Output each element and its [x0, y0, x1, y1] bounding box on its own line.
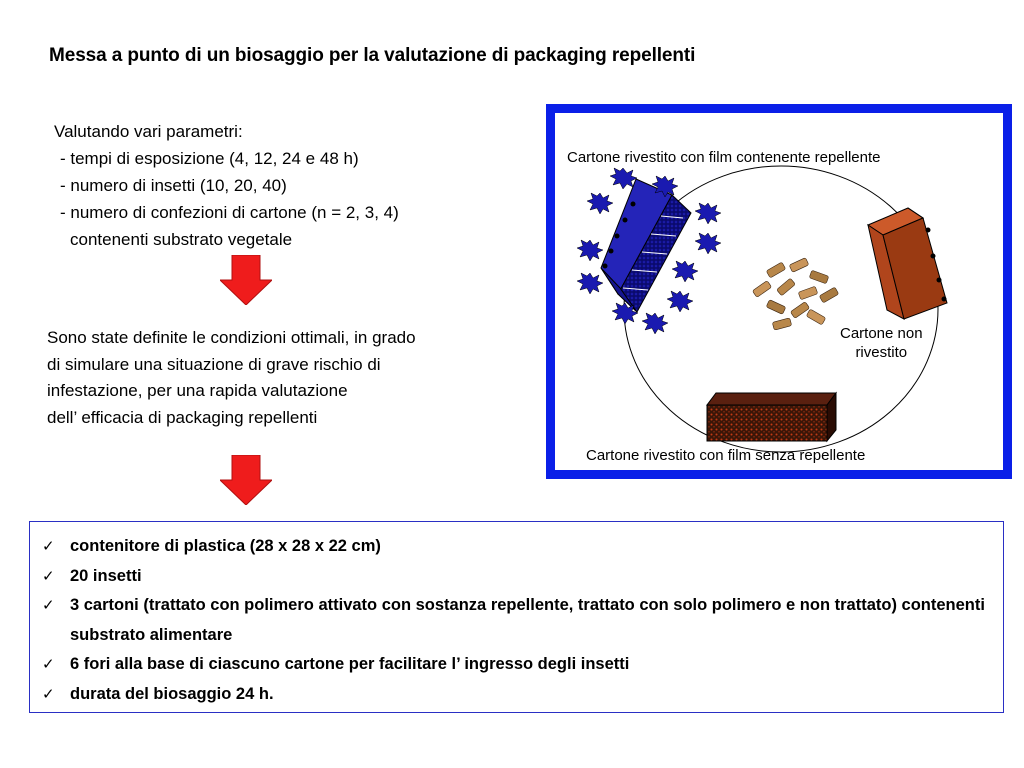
coated-film-only-box — [707, 393, 836, 441]
requirement-text: contenitore di plastica (28 x 28 x 22 cm) — [70, 537, 381, 555]
film-only-box-label: Cartone rivestito con film senza repellente — [586, 447, 866, 464]
uncoated-box-label-line: Cartone non — [840, 325, 923, 342]
requirement-item — [42, 532, 991, 562]
requirement-text: 6 fori alla base di ciascuno cartone per facilitare l’ ingresso degli insetti — [70, 655, 630, 673]
uncoated-box — [868, 208, 947, 319]
requirements-box — [29, 521, 1004, 713]
requirement-item — [42, 562, 991, 592]
repellent-box-label: Cartone rivestito con film contenente repellente — [567, 149, 881, 166]
uncoated-box-label — [840, 324, 923, 362]
insect-larvae-cluster — [752, 258, 838, 331]
conclusion-text — [47, 325, 522, 431]
parameter-item: - tempi di esposizione (4, 12, 24 e 48 h) — [60, 149, 359, 168]
parameter-item-continuation: contenenti substrato vegetale — [70, 230, 293, 249]
checkmark-icon: ✓ — [42, 596, 55, 614]
slide-title: Messa a punto di un biosaggio per la valutazione di packaging repellenti — [49, 45, 696, 66]
requirement-item — [42, 680, 991, 710]
checkmark-icon: ✓ — [42, 655, 55, 673]
checkmark-icon: ✓ — [42, 684, 55, 703]
requirement-text: 20 insetti — [70, 566, 142, 585]
requirements-list — [42, 532, 991, 709]
parameter-item: - numero di confezioni di cartone (n = 2, 3, 4) — [60, 203, 399, 222]
uncoated-box-label-line: rivestito — [855, 344, 908, 361]
requirement-item — [42, 650, 991, 680]
conclusion-line: di simulare una situazione di grave rischio di — [47, 354, 381, 374]
conclusion-line: infestazione, per una rapida valutazione — [47, 381, 348, 400]
bioassay-diagram — [546, 104, 1012, 479]
conclusion-line: dell’ efficacia di packaging repellenti — [47, 407, 318, 427]
conclusion-line: Sono state definite le condizioni ottimali, in grado — [47, 328, 416, 347]
checkmark-icon: ✓ — [42, 566, 55, 585]
coated-repellent-box — [601, 179, 691, 312]
requirement-item — [42, 591, 991, 650]
parameters-block — [54, 118, 399, 253]
down-arrow-icon — [220, 255, 272, 305]
parameters-intro: Valutando vari parametri: — [54, 122, 243, 141]
requirement-text: 3 cartoni (trattato con polimero attivato con sostanza repellente, trattato con solo polimero e non trattato) contenenti substrato alimentare — [70, 596, 985, 644]
down-arrow-icon — [220, 455, 272, 505]
parameter-item: - numero di insetti (10, 20, 40) — [60, 176, 287, 195]
requirement-text: durata del biosaggio 24 h. — [70, 684, 274, 703]
diagram-drawing — [555, 113, 1003, 470]
checkmark-icon: ✓ — [42, 537, 55, 555]
